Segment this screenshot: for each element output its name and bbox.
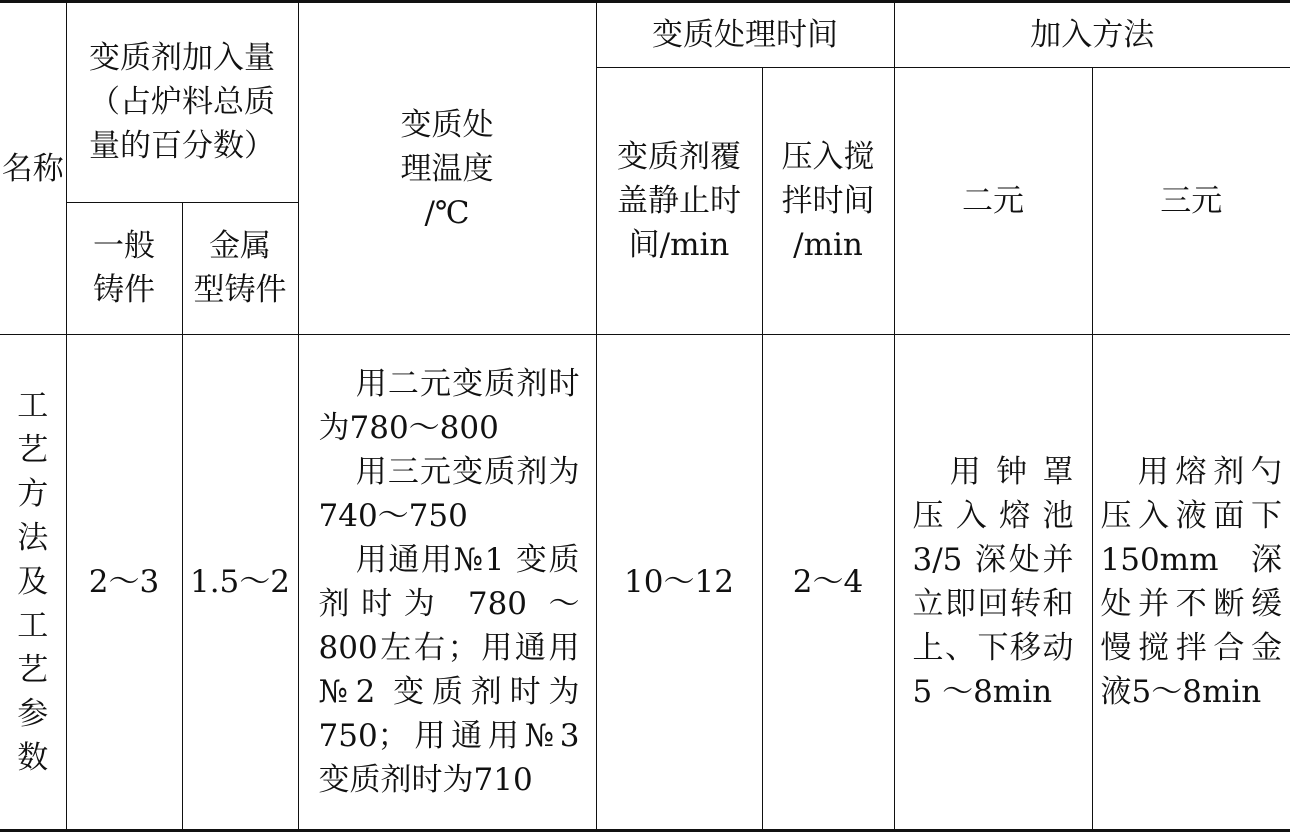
header-general-casting-line-1: 一般	[93, 228, 155, 265]
cell-ternary-method-text: 用熔剂勺压入液面下150mm 深处并不断缓慢搅拌合金液5～8min	[1100, 454, 1282, 711]
header-general-casting	[66, 202, 182, 334]
header-temperature-line-1: 变质处	[400, 106, 494, 143]
row-name-char: 参	[17, 696, 49, 733]
cell-stir-time-text: 2～4	[792, 564, 864, 601]
header-cover-time-line-1: 变质剂覆	[617, 139, 741, 176]
cell-temperature-line-1: 用二元变质剂时为780～800	[318, 366, 580, 447]
header-temperature-line-2: 理温度	[400, 150, 494, 187]
cell-metal-mold-casting	[182, 335, 298, 831]
header-dosage-line-3: 量的百分数）	[89, 128, 275, 165]
header-dosage-line-1: 变质剂加入量	[89, 40, 275, 77]
header-binary	[894, 68, 1092, 335]
row-name	[0, 335, 66, 831]
header-metal-mold-casting	[182, 202, 298, 334]
header-stir-time-line-3: /min	[793, 227, 863, 264]
cell-metal-mold-casting-text: 1.5～2	[189, 564, 291, 601]
header-temperature-line-3: /℃	[424, 194, 470, 231]
header-ternary	[1092, 68, 1290, 335]
row-name-char: 法	[17, 520, 49, 557]
cell-binary-method	[894, 335, 1092, 831]
cell-ternary-method	[1092, 335, 1290, 831]
header-dosage-line-2: （占炉料总质	[89, 84, 275, 121]
header-metal-mold-casting-line-2: 型铸件	[193, 272, 287, 309]
header-ternary-text: 三元	[1160, 183, 1223, 220]
row-name-char: 工	[17, 388, 49, 425]
header-binary-text: 二元	[962, 183, 1024, 220]
header-stir-time	[762, 68, 894, 335]
header-general-casting-line-2: 铸件	[93, 272, 155, 309]
cell-cover-time	[596, 335, 762, 831]
cell-temperature	[298, 335, 596, 831]
cell-stir-time	[762, 335, 894, 831]
cell-temperature-line-2: 用三元变质剂为740～750	[318, 454, 580, 535]
row-name-char: 工	[17, 608, 49, 645]
header-method-group-text: 加入方法	[1030, 17, 1155, 54]
header-stir-time-line-1: 压入搅	[781, 139, 875, 176]
header-cover-time	[596, 68, 762, 335]
row-name-char: 方	[17, 476, 49, 513]
row-name-char: 数	[17, 740, 49, 777]
header-stir-time-line-2: 拌时间	[781, 183, 875, 220]
header-metal-mold-casting-line-1: 金属	[209, 228, 271, 265]
row-name-char: 及	[17, 564, 49, 601]
cell-general-casting	[66, 335, 182, 831]
header-method-group	[894, 2, 1290, 68]
header-time-group-text: 变质处理时间	[652, 17, 838, 54]
header-name-text: 名称	[1, 150, 64, 187]
cell-binary-method-text: 用钟罩压入熔池3/5 深处并立即回转和上、下移动 5 ～8min	[912, 454, 1074, 711]
cell-cover-time-text: 10～12	[624, 564, 734, 601]
header-cover-time-line-3: 间/min	[628, 227, 730, 264]
header-cover-time-line-2: 盖静止时	[617, 183, 741, 220]
header-name	[0, 2, 66, 335]
cell-general-casting-text: 2～3	[88, 564, 160, 601]
header-time-group	[596, 2, 894, 68]
row-name-char: 艺	[17, 432, 49, 469]
header-temperature	[298, 2, 596, 335]
cell-temperature-line-3: 用通用№1 变质剂时为 780 ～ 800左右；用通用№2 变质剂时为750；用通用№3 变质剂时为710	[318, 542, 580, 799]
header-dosage	[66, 2, 298, 203]
row-name-char: 艺	[17, 652, 49, 689]
